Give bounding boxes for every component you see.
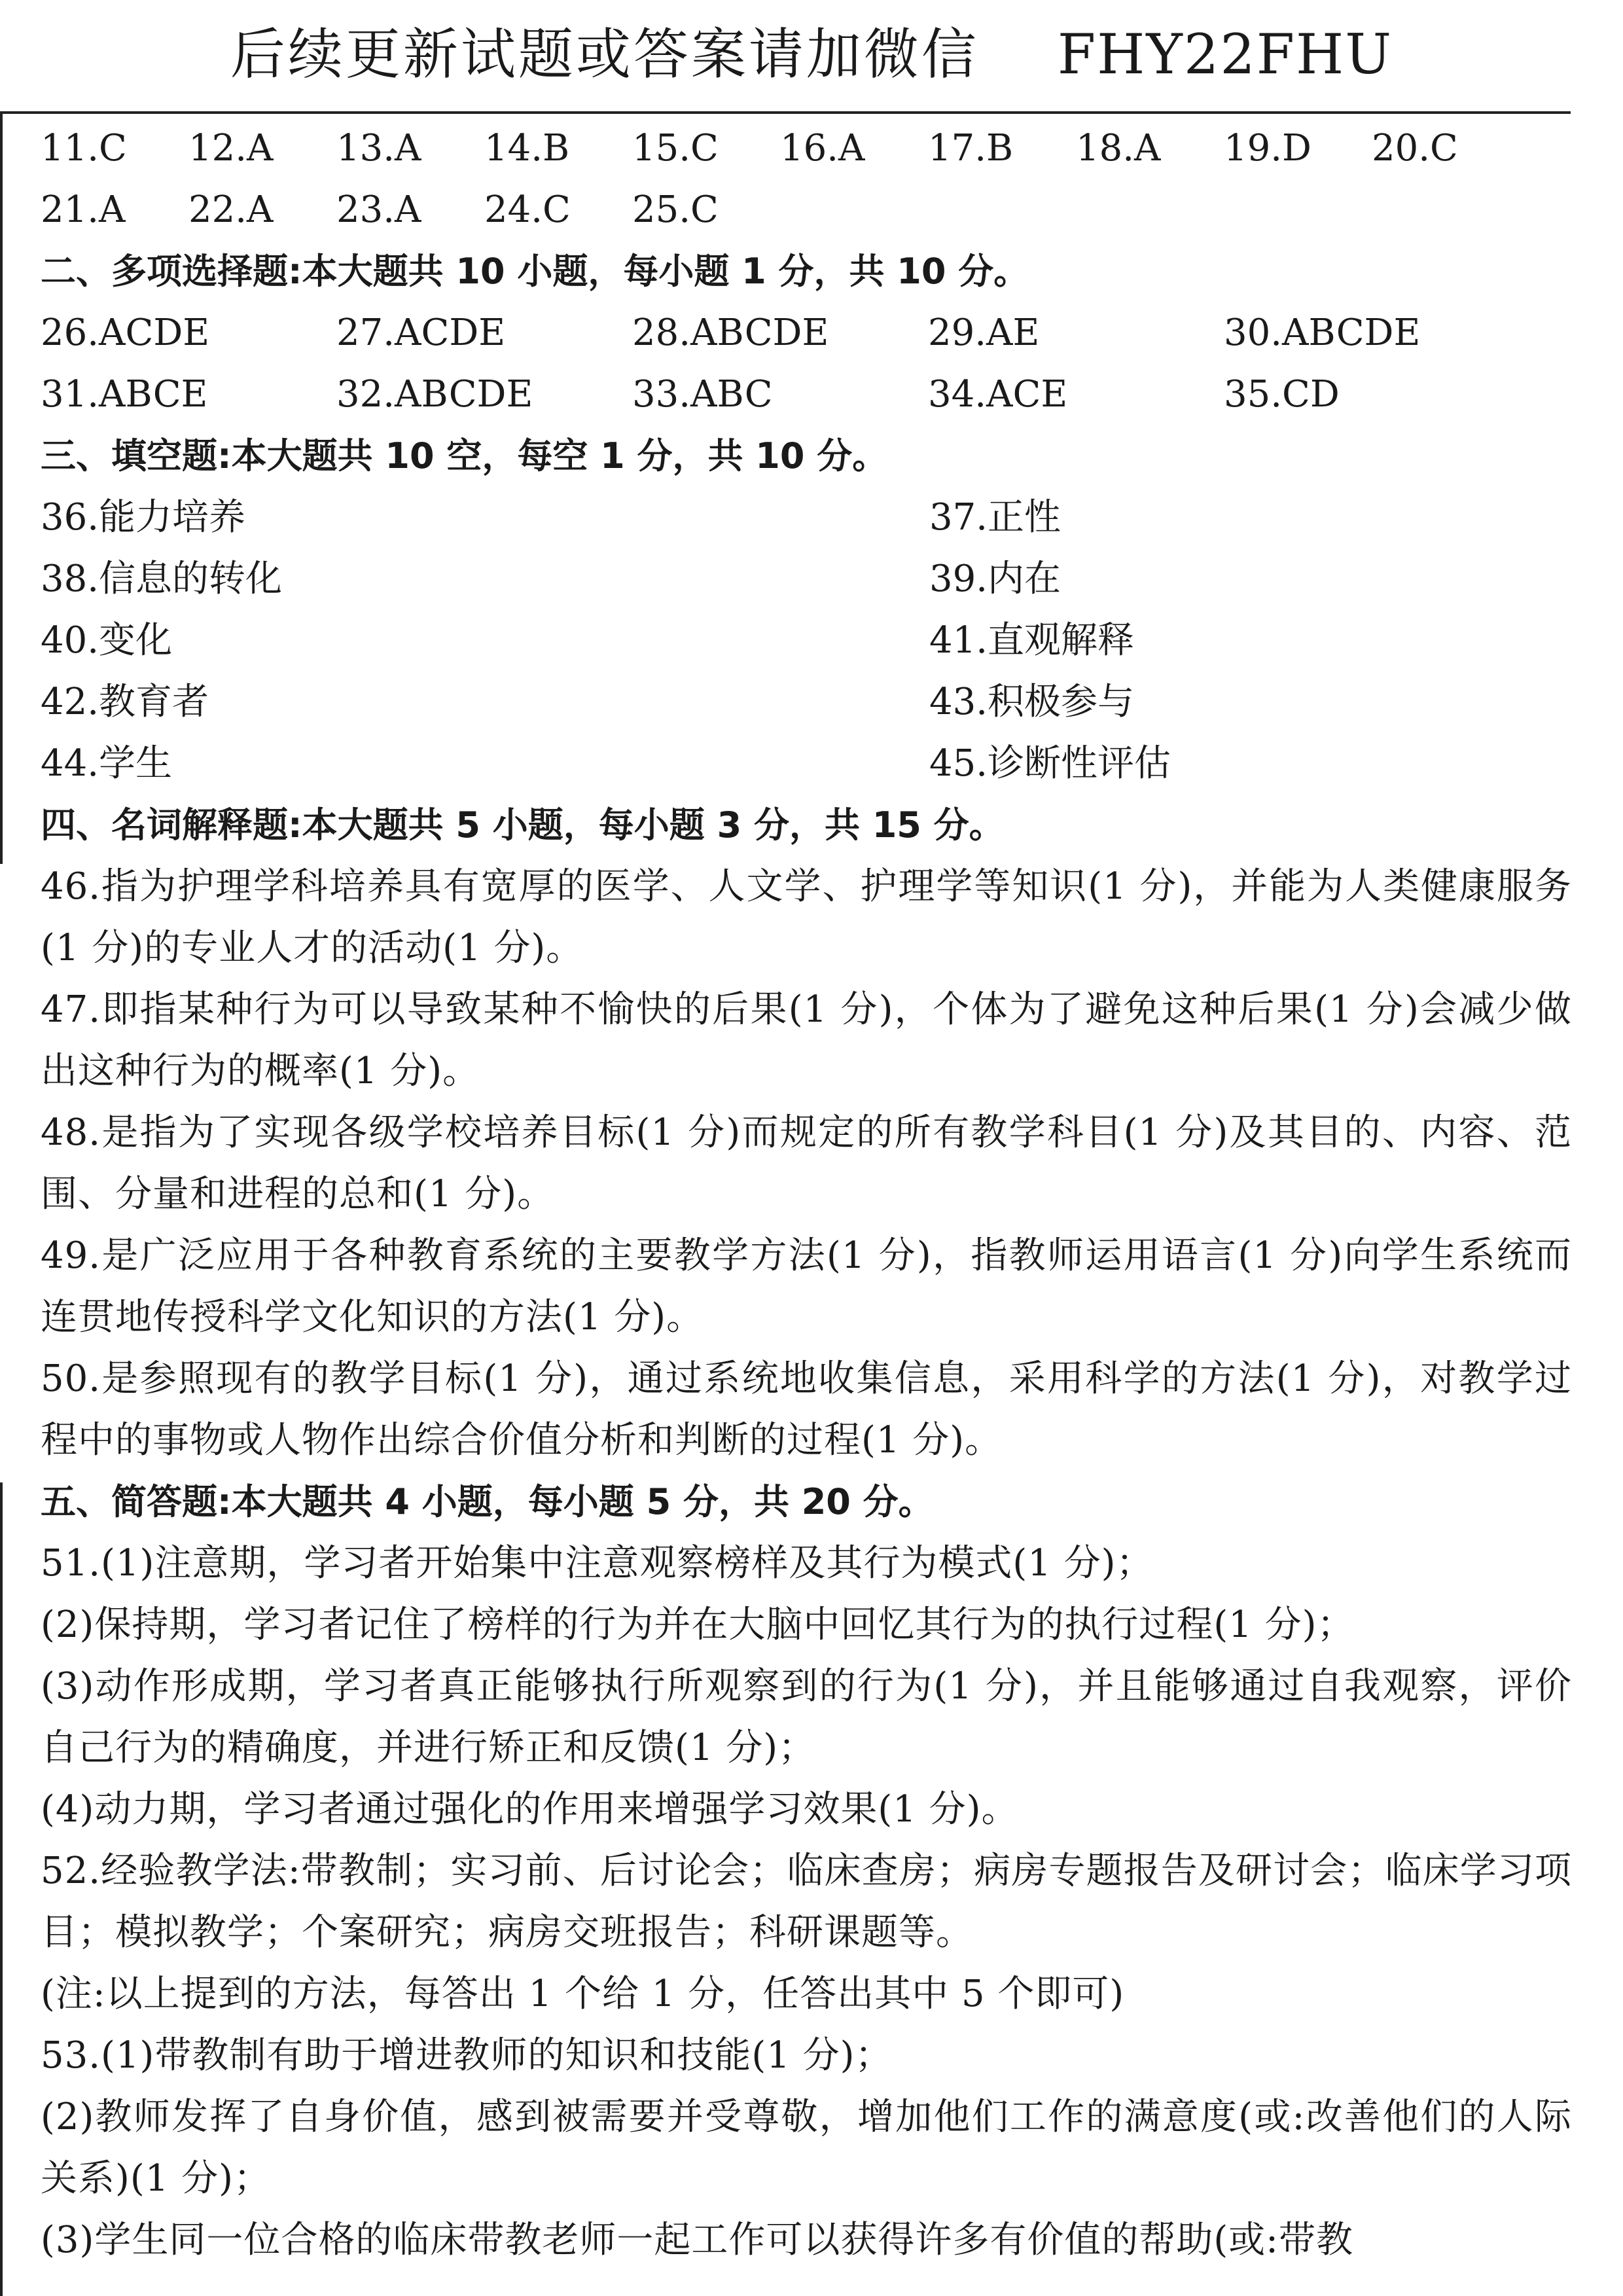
answer-item: 19.D xyxy=(1224,127,1311,170)
answer-item: 33.ABC xyxy=(632,373,773,416)
answer-row xyxy=(41,548,1572,610)
short-answers xyxy=(41,1533,1572,2271)
answer-item: 27.ACDE xyxy=(336,312,506,354)
term-answer-50: 50.是参照现有的教学目标(1 分)，通过系统地收集信息，采用科学的方法(1 分)，对教学过程中的事物或人物作出综合价值分析和判断的过程(1 分)。 xyxy=(41,1357,1572,1462)
answer-item: 34.ACE xyxy=(928,373,1068,416)
answer-item: 37.正性 xyxy=(929,496,1061,539)
answer-item: 17.B xyxy=(928,127,1014,170)
answer-item: 11.C xyxy=(41,127,127,170)
section-title-short-answer: 五、简答题:本大题共 4 小题，每小题 5 分，共 20 分。 xyxy=(41,1481,934,1522)
answer-item: 31.ABCE xyxy=(41,373,208,416)
answer-item: 21.A xyxy=(41,188,126,231)
answer-item: 35.CD xyxy=(1224,373,1340,416)
answer-item: 30.ABCDE xyxy=(1224,312,1421,354)
answer-item: 28.ABCDE xyxy=(632,312,829,354)
left-border-line-lower xyxy=(0,1482,3,2296)
answer-item: 29.AE xyxy=(928,312,1040,354)
header-notice: 后续更新试题或答案请加微信 xyxy=(230,22,979,86)
short-answer-line: (2)教师发挥了自身价值，感到被需要并受尊敬，增加他们工作的满意度(或:改善他们的人际关系)(1 分)； xyxy=(41,2096,1572,2200)
answer-item: 20.C xyxy=(1372,127,1458,170)
answer-item: 42.教育者 xyxy=(41,681,209,723)
short-answer-line: (2)保持期，学习者记住了榜样的行为并在大脑中回忆其行为的执行过程(1 分)； xyxy=(41,1604,1355,1646)
answer-item: 41.直观解释 xyxy=(929,619,1135,662)
answer-item: 39.内在 xyxy=(929,558,1061,600)
answer-item: 12.A xyxy=(188,127,274,170)
term-answer-47: 47.即指某种行为可以导致某种不愉快的后果(1 分)，个体为了避免这种后果(1 分)会减少做出这种行为的概率(1 分)。 xyxy=(41,988,1572,1092)
header-contact: FHY22FHU xyxy=(1057,22,1393,86)
short-answer-line: 53.(1)带教制有助于增进教师的知识和技能(1 分)； xyxy=(41,2034,893,2077)
answer-row xyxy=(41,118,1572,179)
fill-blank-answers xyxy=(41,487,1572,795)
top-border-line xyxy=(0,111,1571,114)
term-answers xyxy=(41,856,1572,1471)
answer-row xyxy=(41,364,1572,425)
answer-item: 16.A xyxy=(780,127,865,170)
answer-item: 24.C xyxy=(484,188,571,231)
answer-item: 25.C xyxy=(632,188,719,231)
answer-item: 15.C xyxy=(632,127,719,170)
answer-sheet xyxy=(41,118,1572,2271)
answer-row xyxy=(41,733,1572,795)
answer-row xyxy=(41,610,1572,672)
answer-item: 43.积极参与 xyxy=(929,681,1135,723)
answer-row xyxy=(41,487,1572,548)
answer-item: 32.ABCDE xyxy=(336,373,533,416)
term-answer-49: 49.是广泛应用于各种教育系统的主要教学方法(1 分)，指教师运用语言(1 分)向学生系统而连贯地传授科学文化知识的方法(1 分)。 xyxy=(41,1234,1572,1338)
answer-item: 38.信息的转化 xyxy=(41,558,283,600)
single-choice-answers xyxy=(41,118,1572,241)
section-title-multiple-choice: 二、多项选择题:本大题共 10 小题，每小题 1 分，共 10 分。 xyxy=(41,251,1029,292)
answer-item: 22.A xyxy=(188,188,274,231)
short-answer-line: 52.经验教学法:带教制；实习前、后讨论会；临床查房；病房专题报告及研讨会；临床学习项目；模拟教学；个案研究；病房交班报告；科研课题等。 xyxy=(41,1850,1572,1954)
answer-item: 26.ACDE xyxy=(41,312,210,354)
answer-item: 23.A xyxy=(336,188,421,231)
answer-item: 40.变化 xyxy=(41,619,173,662)
answer-item: 13.A xyxy=(336,127,421,170)
multiple-choice-answers xyxy=(41,302,1572,425)
short-answer-note: (注:以上提到的方法，每答出 1 个给 1 分，任答出其中 5 个即可) xyxy=(41,1973,1125,2015)
answer-item: 45.诊断性评估 xyxy=(929,742,1171,785)
term-answer-48: 48.是指为了实现各级学校培养目标(1 分)而规定的所有教学科目(1 分)及其目的、内容、范围、分量和进程的总和(1 分)。 xyxy=(41,1111,1572,1215)
answer-item: 18.A xyxy=(1076,127,1161,170)
answer-item: 36.能力培养 xyxy=(41,496,246,539)
section-title-terms: 四、名词解释题:本大题共 5 小题，每小题 3 分，共 15 分。 xyxy=(41,804,1005,846)
answer-row xyxy=(41,179,1572,241)
answer-row xyxy=(41,672,1572,733)
page-header xyxy=(0,18,1623,90)
term-answer-46: 46.指为护理学科培养具有宽厚的医学、人文学、护理学等知识(1 分)，并能为人类健康服务(1 分)的专业人才的活动(1 分)。 xyxy=(41,865,1572,969)
short-answer-line: 51.(1)注意期，学习者开始集中注意观察榜样及其行为模式(1 分)； xyxy=(41,1542,1154,1585)
short-answer-line: (4)动力期，学习者通过强化的作用来增强学习效果(1 分)。 xyxy=(41,1788,1019,1831)
left-border-line-upper xyxy=(0,111,3,864)
answer-item: 44.学生 xyxy=(41,742,173,785)
answer-item: 14.B xyxy=(484,127,570,170)
short-answer-line: (3)学生同一位合格的临床带教老师一起工作可以获得许多有价值的帮助(或:带教 xyxy=(41,2219,1354,2261)
short-answer-line: (3)动作形成期，学习者真正能够执行所观察到的行为(1 分)，并且能够通过自我观察，评价自己行为的精确度，并进行矫正和反馈(1 分)； xyxy=(41,1665,1572,1769)
section-title-fill-blank: 三、填空题:本大题共 10 空，每空 1 分，共 10 分。 xyxy=(41,435,888,476)
answer-row xyxy=(41,302,1572,364)
